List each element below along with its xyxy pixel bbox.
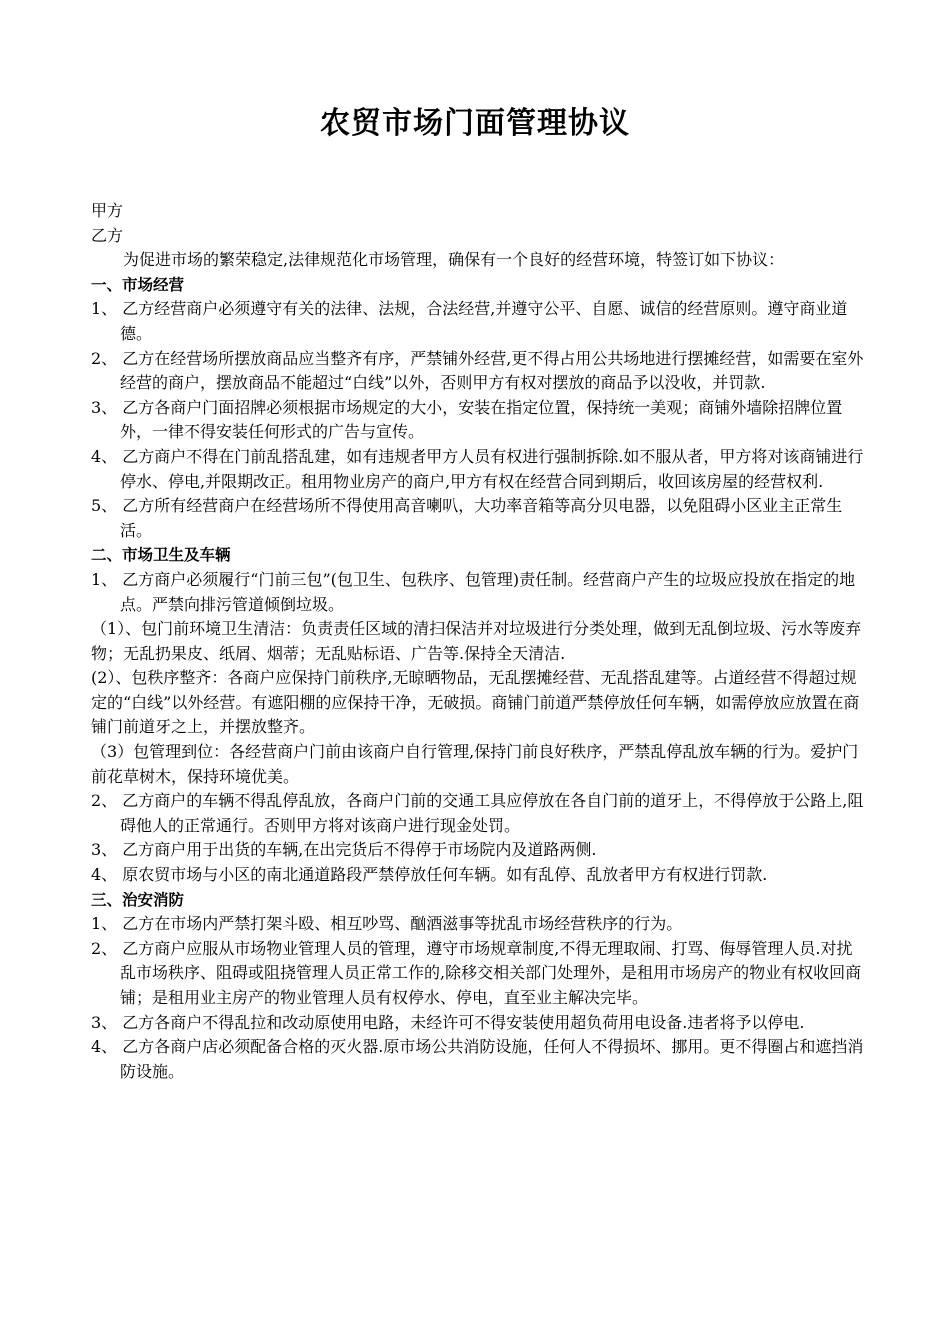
clause-1-3: 3、 乙方各商户门面招牌必须根据市场规定的大小，安装在指定位置，保持统一美观；商铺外墙除招牌位置外，一律不得安装任何形式的广告与宣传。 bbox=[91, 397, 843, 442]
clause-2-4: 4、 原农贸市场与小区的南北通道路段严禁停放任何车辆。如有乱停、乱放者甲方有权进行罚款. bbox=[91, 865, 768, 885]
clause-3-1: 1、 乙方在市场内严禁打架斗殴、相互吵骂、酗酒滋事等扰乱市场经营秩序的行为。 bbox=[91, 914, 683, 934]
clause-3-4: 4、 乙方各商户店必须配备合格的灭火器.原市场公共消防设施，任何人不得损坏、挪用。更不得圈占和遮挡消防设施。 bbox=[91, 1037, 864, 1081]
clause-2-1: 1、 乙方商户必须履行“门前三包”(包卫生、包秩序、包管理)责任制。经营商户产生的垃圾应投放在指定的地点。严禁向排污管道倾倒垃圾。 bbox=[91, 569, 856, 614]
document-body bbox=[91, 199, 867, 1084]
clause-2-1-sub-1: （1）、包门前环境卫生清洁：负责责任区域的清扫保洁并对垃圾进行分类处理，做到无乱倒垃圾、污水等废弃物；无乱扔果皮、纸屑、烟蒂；无乱贴标语、广告等.保持全天清洁. bbox=[91, 619, 862, 663]
clause-3-2: 2、 乙方商户应服从市场物业管理人员的管理，遵守市场规章制度,不得无理取闹、打骂、侮辱管理人员.对扰乱市场秩序、阻碍或阻挠管理人员正常工作的,除移交相关部门处理外，是租用市场房产的物业有权收回商铺；是租用业主房产的物业管理人员有权停水、停电，直至业主解决完毕。 bbox=[91, 938, 862, 1007]
clause-1-4: 4、 乙方商户不得在门前乱搭乱建，如有违规者甲方人员有权进行强制拆除.如不服从者，甲方将对该商铺进行停水、停电,并限期改正。租用物业房产的商户,甲方有权在经营合同到期后，收回该房屋的经营权利. bbox=[91, 446, 864, 491]
section-heading-market-operation: 一、市场经营 bbox=[91, 275, 185, 294]
clause-2-3: 3、 乙方商户用于出货的车辆,在出完货后不得停于市场院内及道路两侧. bbox=[91, 840, 597, 860]
intro-paragraph: 为促进市场的繁荣稳定,法律规范化市场管理，确保有一个良好的经营环境，特签订如下协议： bbox=[123, 250, 785, 270]
section-heading-sanitation-vehicles: 二、市场卫生及车辆 bbox=[91, 546, 231, 565]
clause-2-1-sub-2: (2）、包秩序整齐：各商户应保持门前秩序,无晾晒物品，无乱摆摊经营、无乱搭乱建等。占道经营不得超过规定的“白线”以外经营。有遮阳棚的应保持干净，无破损。商铺门前道严禁停放任何车辆，如需停放应放置在商铺门前道牙之上，并摆放整齐。 bbox=[91, 668, 860, 737]
party-a-label: 甲方 bbox=[91, 201, 124, 220]
clause-3-3: 3、 乙方各商户不得乱拉和改动原使用电路，未经许可不得安装使用超负荷用电设备.违者将予以停电. bbox=[91, 1012, 805, 1032]
clause-1-2: 2、 乙方在经营场所摆放商品应当整齐有序，严禁铺外经营,更不得占用公共场地进行摆摊经营，如需要在室外经营的商户，摆放商品不能超过“白线”以外，否则甲方有权对摆放的商品予以没收，并罚款. bbox=[91, 348, 864, 393]
clause-1-1: 1、 乙方经营商户必须遵守有关的法律、法规，合法经营,并遵守公平、自愿、诚信的经营原则。遵守商业道德。 bbox=[91, 299, 848, 343]
clause-2-1-sub-3: （3）包管理到位：各经营商户门前由该商户自行管理,保持门前良好秩序，严禁乱停乱放车辆的行为。爱护门前花草树木，保持环境优美。 bbox=[91, 742, 859, 786]
clause-1-5: 5、 乙方所有经营商户在经营场所不得使用高音喇叭，大功率音箱等高分贝电器，以免阻碍小区业主正常生活。 bbox=[91, 496, 843, 540]
clause-2-2: 2、 乙方商户的车辆不得乱停乱放，各商户门前的交通工具应停放在各自门前的道牙上，不得停放于公路上,阻碍他人的正常通行。否则甲方将对该商户进行现金处罚。 bbox=[91, 791, 864, 835]
document-title: 农贸市场门面管理协议 bbox=[320, 106, 630, 141]
section-heading-security-fire: 三、治安消防 bbox=[91, 890, 185, 909]
party-b-label: 乙方 bbox=[91, 225, 124, 245]
